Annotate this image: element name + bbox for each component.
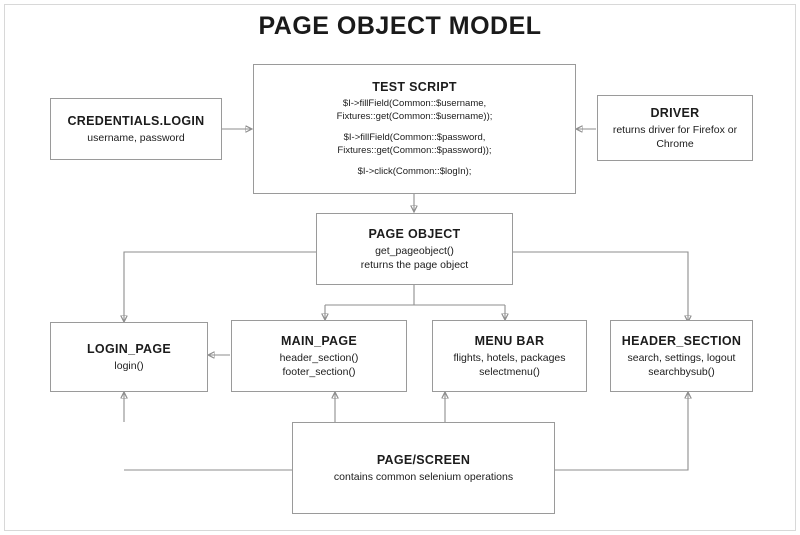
node-page-object-line-1: get_pageobject(): [375, 244, 454, 257]
node-menu-bar-line-2: selectmenu(): [479, 365, 540, 378]
node-menu-bar-line-1: flights, hotels, packages: [453, 351, 566, 364]
node-driver-line-1: returns driver for Firefox or: [612, 123, 738, 136]
node-main-page-line-2: footer_section(): [282, 365, 356, 378]
node-header-section-header: HEADER_SECTION: [621, 333, 742, 348]
node-test-script-line-4: $I->fillField(Common::$password,: [343, 132, 486, 143]
node-page-object[interactable]: [316, 213, 513, 285]
node-header-section-line-2: searchbysub(): [648, 365, 715, 378]
node-driver-line-2: Chrome: [656, 137, 694, 150]
node-menu-bar-header: MENU BAR: [474, 333, 545, 348]
node-test-script-line-2: Fixtures::get(Common::$username));: [336, 111, 493, 122]
node-login-page-header: LOGIN_PAGE: [86, 341, 172, 356]
node-menu-bar[interactable]: [432, 320, 587, 392]
node-credentials-login-line-1: username, password: [87, 131, 185, 144]
node-test-script-header: TEST SCRIPT: [372, 80, 457, 94]
page-title: PAGE OBJECT MODEL: [258, 12, 542, 40]
node-credentials-login-header: CREDENTIALS.LOGIN: [67, 113, 205, 128]
node-main-page-header: MAIN_PAGE: [280, 333, 358, 348]
node-header-section-line-1: search, settings, logout: [627, 351, 736, 364]
node-test-script-line-5: Fixtures::get(Common::$password));: [337, 145, 492, 156]
node-login-page[interactable]: [50, 322, 208, 392]
node-page-screen[interactable]: [292, 422, 555, 514]
node-main-page-line-1: header_section(): [279, 351, 359, 364]
node-driver[interactable]: [597, 95, 753, 161]
node-login-page-line-1: login(): [114, 359, 144, 372]
node-test-script-line-1: $I->fillField(Common::$username,: [342, 98, 487, 109]
node-main-page[interactable]: [231, 320, 407, 392]
node-page-screen-line-1: contains common selenium operations: [333, 470, 514, 483]
node-page-object-header: PAGE OBJECT: [368, 226, 461, 241]
node-header-section[interactable]: [610, 320, 753, 392]
node-test-script-line-7: $I->click(Common::$logIn);: [357, 166, 472, 177]
node-credentials-login[interactable]: [50, 98, 222, 160]
node-page-screen-header: PAGE/SCREEN: [376, 452, 471, 467]
node-driver-header: DRIVER: [650, 105, 700, 120]
node-page-object-line-2: returns the page object: [360, 258, 469, 271]
node-test-script[interactable]: [253, 64, 576, 194]
